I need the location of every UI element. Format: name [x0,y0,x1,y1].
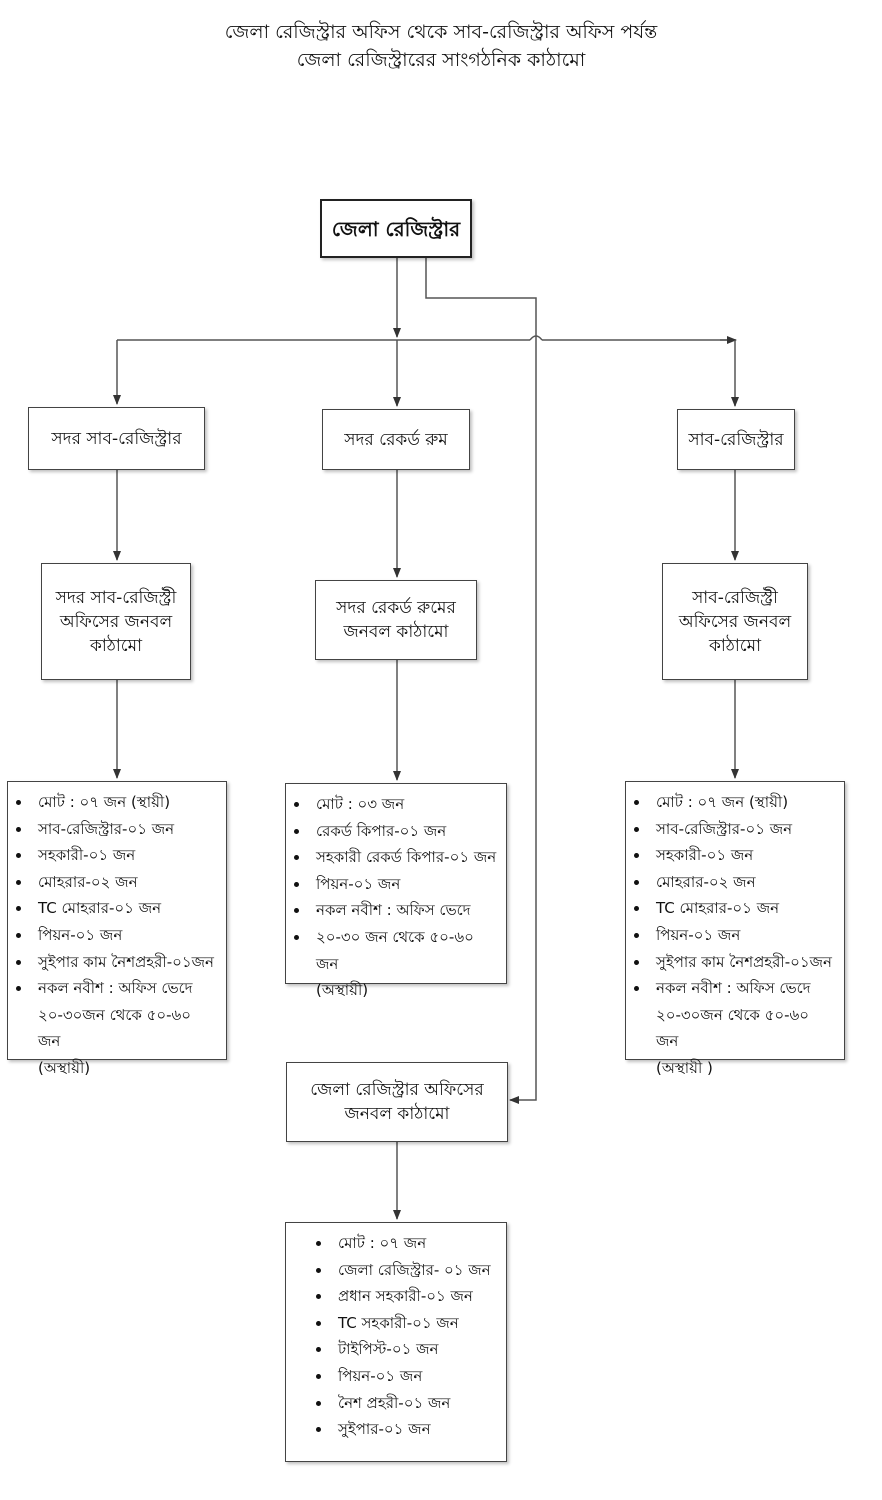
district-registrar-office-manpower-node: জেলা রেজিস্ট্রার অফিসের জনবল কাঠামো [286,1062,508,1142]
list-item: টাইপিস্ট-০১ জন [338,1336,498,1363]
list-item: সাব-রেজিস্ট্রার-০১ জন [656,816,836,843]
sadar-record-room-staff-list [285,783,507,1000]
list-item: মোট : ০৭ জন [338,1230,498,1257]
list-item: TC সহকারী-০১ জন [338,1310,498,1337]
list-item: সাব-রেজিস্ট্রার-০১ জন [38,816,218,843]
list-item: সহকারী রেকর্ড কিপার-০১ জন [316,844,498,871]
list-item: মোট : ০৭ জন (স্থায়ী) [656,789,836,816]
list-item: নকল নবীশ : অফিস ভেদে [316,897,498,924]
list-item: মোহরার-০২ জন [656,869,836,896]
list-item: রেকর্ড কিপার-০১ জন [316,818,498,845]
sadar-record-room-node: সদর রেকর্ড রুম [322,409,470,470]
list-item: প্রধান সহকারী-০১ জন [338,1283,498,1310]
list-item: জেলা রেজিস্ট্রার- ০১ জন [338,1257,498,1284]
list-item: নকল নবীশ : অফিস ভেদে ২০-৩০জন থেকে ৫০-৬০ জন (অস্থায়ী ) [656,975,836,1081]
list-item: সুইপার-০১ জন [338,1416,498,1443]
sub-registry-manpower-node: সাব-রেজিস্ট্রী অফিসের জনবল কাঠামো [662,563,808,680]
list-item: ২০-৩০ জন থেকে ৫০-৬০ জন (অস্থায়ী) [316,924,498,1004]
sub-registry-staff-list [625,781,845,1077]
list-item: পিয়ন-০১ জন [38,922,218,949]
list-item: পিয়ন-০১ জন [316,871,498,898]
district-registrar-node: জেলা রেজিস্ট্রার [320,199,472,258]
sadar-record-room-manpower-node: সদর রেকর্ড রুমের জনবল কাঠামো [315,580,477,660]
list-item: সুইপার কাম নৈশপ্রহরী-০১জন [656,949,836,976]
list-item: নৈশ প্রহরী-০১ জন [338,1390,498,1417]
chart-title-line-2: জেলা রেজিস্ট্রারের সাংগঠনিক কাঠামো [296,49,586,71]
list-item: TC মোহরার-০১ জন [656,895,836,922]
sub-registrar-node: সাব-রেজিস্ট্রার [677,409,795,470]
sadar-sub-registrar-node: সদর সাব-রেজিস্ট্রার [28,407,205,470]
sadar-sub-registry-manpower-node: সদর সাব-রেজিস্ট্রী অফিসের জনবল কাঠামো [41,563,191,680]
list-item: পিয়ন-০১ জন [656,922,836,949]
list-item: সহকারী-০১ জন [656,842,836,869]
list-item: সুইপার কাম নৈশপ্রহরী-০১জন [38,949,218,976]
list-item: পিয়ন-০১ জন [338,1363,498,1390]
sadar-sub-registry-staff-list [7,781,227,1077]
list-item: TC মোহরার-০১ জন [38,895,218,922]
district-registrar-office-staff-list [285,1222,507,1462]
list-item: মোহরার-০২ জন [38,869,218,896]
chart-title-line-1: জেলা রেজিস্ট্রার অফিস থেকে সাব-রেজিস্ট্রার অফিস পর্যন্ত [224,21,658,43]
list-item: সহকারী-০১ জন [38,842,218,869]
list-item: মোট : ০৩ জন [316,791,498,818]
list-item: নকল নবীশ : অফিস ভেদে ২০-৩০জন থেকে ৫০-৬০ জন (অস্থায়ী) [38,975,218,1081]
list-item: মোট : ০৭ জন (স্থায়ী) [38,789,218,816]
